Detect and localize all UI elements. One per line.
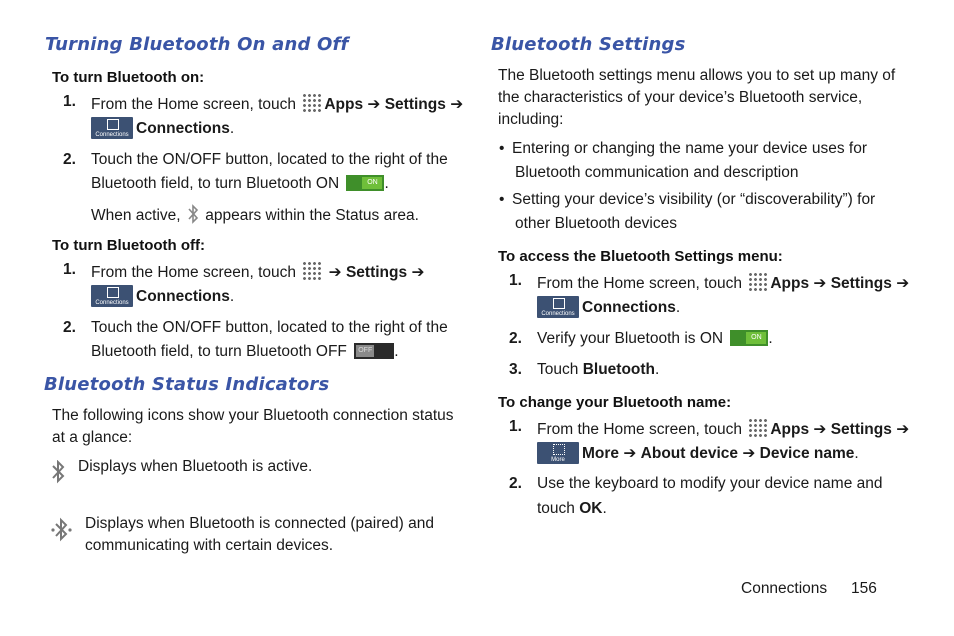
settings-label: Settings: [384, 96, 446, 113]
step-label: Verify your Bluetooth is ON: [537, 330, 724, 347]
step-text: [91, 93, 463, 114]
bullet-icon: •: [499, 140, 505, 157]
subheading-turn-on: To turn Bluetooth on:: [52, 69, 205, 86]
step-label: Touch: [537, 361, 579, 378]
indicator-description: Displays when Bluetooth is active.: [78, 458, 313, 475]
arrow-icon: ➔: [411, 263, 425, 281]
step-text-cont: [91, 175, 389, 193]
connections-tile-icon: Connections: [91, 285, 133, 307]
apps-grid-icon: [748, 418, 768, 438]
period: .: [854, 445, 859, 462]
paragraph: including:: [498, 111, 564, 128]
arrow-icon: ➔: [623, 444, 637, 462]
step-number: 2.: [63, 319, 76, 336]
step-label: From the Home screen, touch: [537, 421, 743, 438]
note-label: appears within the Status area.: [205, 207, 419, 224]
about-device-label: About device: [640, 445, 738, 462]
step-label: From the Home screen, touch: [91, 264, 297, 281]
apps-label: Apps: [770, 275, 810, 292]
bullet-text: Setting your device’s visibility (or “discoverability”) for: [512, 191, 876, 208]
period: .: [229, 288, 235, 305]
step-text-cont: [91, 343, 399, 361]
device-name-label: Device name: [759, 445, 855, 462]
connections-tile-icon: Connections: [91, 117, 133, 139]
indicator-description: Displays when Bluetooth is connected (paired) and: [85, 515, 434, 532]
step-label: Bluetooth field, to turn Bluetooth ON: [91, 175, 340, 192]
subheading-change-name: To change your Bluetooth name:: [498, 394, 732, 411]
step-text-cont: [537, 500, 607, 518]
step-label: Bluetooth field, to turn Bluetooth OFF: [91, 343, 347, 360]
apps-grid-icon: [302, 93, 322, 113]
bluetooth-icon: [187, 204, 199, 224]
step-text: [537, 330, 773, 348]
status-note: [91, 204, 419, 225]
step-text-cont: [91, 117, 234, 139]
toggle-on-icon: ON: [346, 175, 384, 191]
more-tile-icon: More: [537, 442, 579, 464]
apps-grid-icon: [302, 261, 322, 281]
step-text: [537, 272, 909, 293]
step-number: 1.: [509, 418, 522, 435]
settings-label: Settings: [830, 421, 892, 438]
subheading-access-settings: To access the Bluetooth Settings menu:: [498, 248, 783, 265]
apps-label: Apps: [324, 96, 364, 113]
settings-label: Settings: [830, 275, 892, 292]
arrow-icon: ➔: [896, 274, 910, 292]
arrow-icon: ➔: [896, 420, 910, 438]
step-number: 1.: [63, 261, 76, 278]
bluetooth-label: Bluetooth: [582, 361, 656, 378]
step-text: Touch the ON/OFF button, located to the right of the: [91, 151, 448, 168]
page-number: 156: [851, 580, 877, 597]
arrow-icon: ➔: [367, 95, 381, 113]
period: .: [602, 500, 607, 517]
arrow-icon: ➔: [813, 274, 827, 292]
toggle-off-icon: OFF: [354, 343, 394, 359]
section-title-bluetooth-settings: Bluetooth Settings: [491, 34, 686, 55]
step-label: touch: [537, 500, 575, 517]
connections-label: Connections: [582, 299, 676, 316]
period: .: [675, 299, 681, 316]
settings-label: Settings: [345, 264, 408, 281]
step-text: [91, 261, 424, 282]
connections-label: Connections: [136, 120, 230, 137]
step-label: From the Home screen, touch: [537, 275, 743, 292]
step-label: From the Home screen, touch: [91, 96, 297, 113]
section-title-status-indicators: Bluetooth Status Indicators: [44, 374, 330, 395]
paragraph: the characteristics of your device’s Bluetooth service,: [498, 89, 863, 106]
bluetooth-active-icon: [51, 460, 65, 484]
bullet-icon: •: [499, 191, 505, 208]
step-text-cont: [91, 285, 234, 307]
arrow-icon: ➔: [328, 263, 342, 281]
connections-label: Connections: [136, 288, 230, 305]
step-text-cont: [537, 296, 680, 318]
bullet-text: other Bluetooth devices: [515, 215, 677, 232]
bluetooth-connected-icon: [50, 517, 74, 543]
period: .: [384, 175, 389, 192]
step-text: Use the keyboard to modify your device name and: [537, 475, 883, 492]
toggle-on-icon: ON: [730, 330, 768, 346]
step-number: 2.: [509, 330, 522, 347]
apps-label: Apps: [770, 421, 810, 438]
footer-section: Connections: [741, 580, 828, 597]
paragraph: The following icons show your Bluetooth connection status: [52, 407, 454, 424]
step-number: 2.: [509, 475, 522, 492]
arrow-icon: ➔: [450, 95, 464, 113]
step-number: 2.: [63, 151, 76, 168]
step-number: 1.: [63, 93, 76, 110]
period: .: [394, 343, 399, 360]
step-number: 1.: [509, 272, 522, 289]
period: .: [655, 361, 660, 378]
ok-label: OK: [579, 500, 603, 517]
bullet-text: Bluetooth communication and description: [515, 164, 799, 181]
arrow-icon: ➔: [813, 420, 827, 438]
apps-grid-icon: [748, 272, 768, 292]
paragraph: at a glance:: [52, 429, 133, 446]
step-text: Touch the ON/OFF button, located to the right of the: [91, 319, 448, 336]
bullet-text: Entering or changing the name your device uses for: [512, 140, 867, 157]
arrow-icon: ➔: [742, 444, 756, 462]
more-label: More: [582, 445, 620, 462]
paragraph: The Bluetooth settings menu allows you to set up many of: [498, 67, 896, 84]
period: .: [768, 330, 773, 347]
step-number: 3.: [509, 361, 522, 378]
connections-tile-icon: Connections: [537, 296, 579, 318]
indicator-description: communicating with certain devices.: [85, 537, 334, 554]
period: .: [229, 120, 235, 137]
section-title-turning-bluetooth: Turning Bluetooth On and Off: [45, 34, 349, 55]
subheading-turn-off: To turn Bluetooth off:: [52, 237, 206, 254]
step-text-cont: [537, 442, 859, 464]
step-text: [537, 418, 909, 439]
note-label: When active,: [91, 207, 181, 224]
step-text: [537, 361, 659, 379]
